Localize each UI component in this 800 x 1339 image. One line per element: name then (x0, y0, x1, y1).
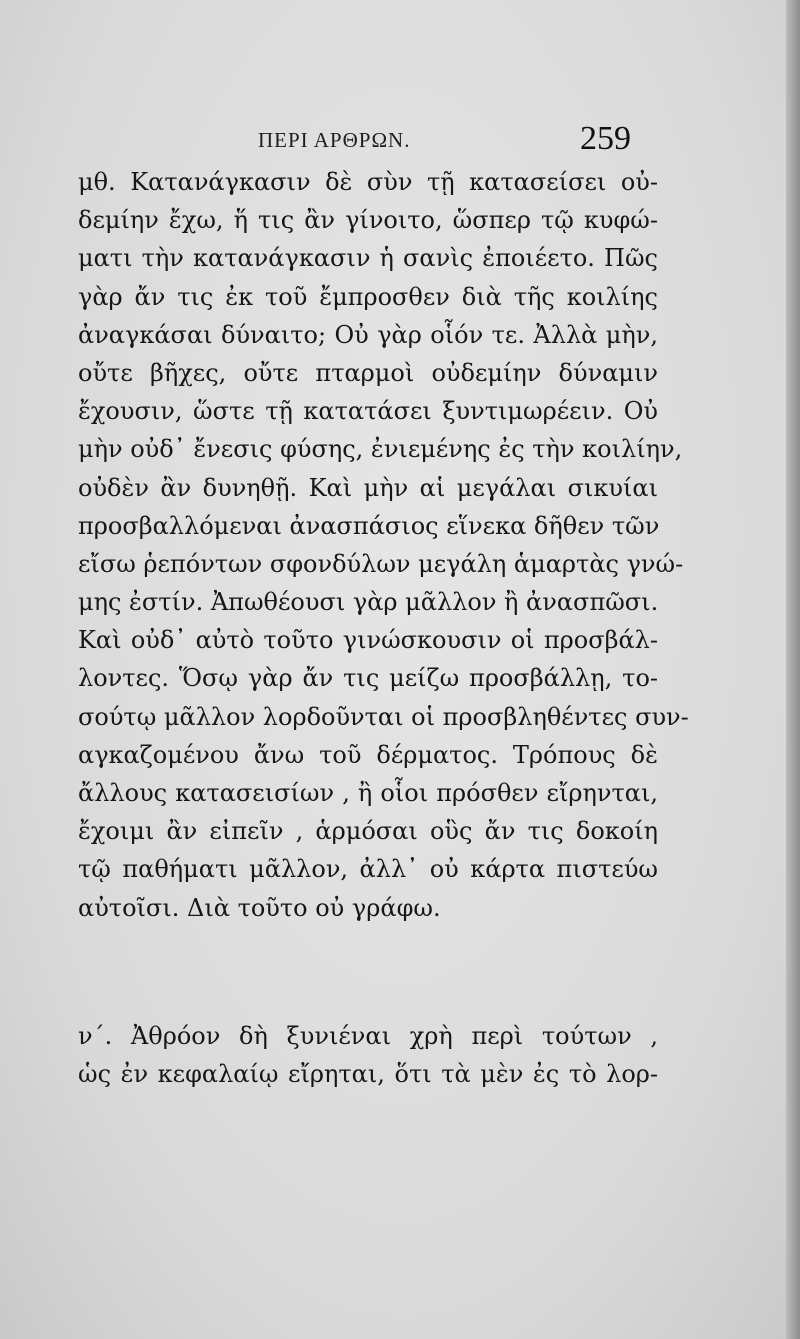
text-line: αὐτοῖσι. Διὰ τοῦτο οὐ γράφω. (78, 893, 441, 922)
text-line: ἄλλους κατασεισίων , ἢ οἷοι πρόσθεν εἴρηνται, (78, 779, 658, 807)
text-line: μης ἐστίν. Ἀπωθέουσι γὰρ μᾶλλον ἢ ἀνασπῶσι. (78, 588, 659, 617)
paragraph-gap (78, 927, 658, 1017)
text-line: ἔχουσιν, ὥστε τῇ κατατάσει ξυντιμωρέειν. Οὐ (78, 397, 658, 426)
text-line: σούτῳ μᾶλλον λορδοῦνται οἱ προσβληθέντες συν- (78, 702, 689, 731)
text-line: γὰρ ἄν τις ἐκ τοῦ ἔμπροσθεν διὰ τῆς κοιλίης (78, 282, 658, 311)
text-line: ὡς ἐν κεφαλαίῳ εἴρηται, ὅτι τὰ μὲν ἐς τὸ λορ- (78, 1059, 658, 1088)
text-line: προσβαλλόμεναι ἀνασπάσιος εἵνεκα δῆθεν τῶν (78, 511, 660, 540)
text-line: ἀναγκάσαι δύναιτο; Οὐ γὰρ οἷόν τε. Ἀλλὰ μὴν, (78, 320, 658, 349)
text-line: δεμίην ἔχω, ἥ τις ἂν γίνοιτο, ὥσπερ τῷ κυφώ- (78, 206, 658, 235)
page-edge-shadow (786, 0, 800, 1339)
paragraph-50 (78, 1017, 658, 1093)
text-line: οὐδὲν ἂν δυνηθῇ. Καὶ μὴν αἱ μεγάλαι σικυίαι (78, 473, 658, 502)
page-number: 259 (580, 120, 631, 157)
text-line: εἴσω ῥεπόντων σφονδύλων μεγάλη ἁμαρτὰς γνώ- (78, 549, 684, 578)
paragraph-49 (78, 163, 689, 927)
text-line: μὴν οὐδ᾽ ἔνεσις φύσης, ἐνιεμένης ἐς τὴν κοιλίην, (78, 435, 683, 464)
text-line: οὔτε βῆχες, οὔτε πταρμοὶ οὐδεμίην δύναμιν (78, 358, 658, 387)
text-line: Καὶ οὐδ᾽ αὐτὸ τοῦτο γινώσκουσιν οἱ προσβάλ- (78, 626, 658, 655)
text-line: τῷ παθήματι μᾶλλον, ἀλλ᾽ οὐ κάρτα πιστεύω (78, 855, 658, 884)
text-line: ἔχοιμι ἂν εἰπεῖν , ἁρμόσαι οὓς ἄν τις δοκοίη (78, 817, 658, 846)
text-line: ματι τὴν κατανάγκασιν ἡ σανὶς ἐποιέετο. Πῶς (78, 244, 658, 273)
text-line: μθ. Κατανάγκασιν δὲ σὺν τῇ κατασείσει οὐ- (78, 168, 658, 196)
text-line: ν´. Ἀθρόον δὴ ξυνιέναι χρὴ περὶ τούτων , (78, 1021, 658, 1050)
text-line: αγκαζομένου ἄνω τοῦ δέρματος. Τρόπους δὲ (78, 740, 658, 769)
text-line: λοντες. Ὅσῳ γὰρ ἄν τις μείζω προσβάλλῃ, το- (78, 664, 658, 693)
running-head: ΠΕΡΙ ΑΡΘΡΩΝ. (258, 128, 411, 152)
body-text (78, 163, 689, 1093)
